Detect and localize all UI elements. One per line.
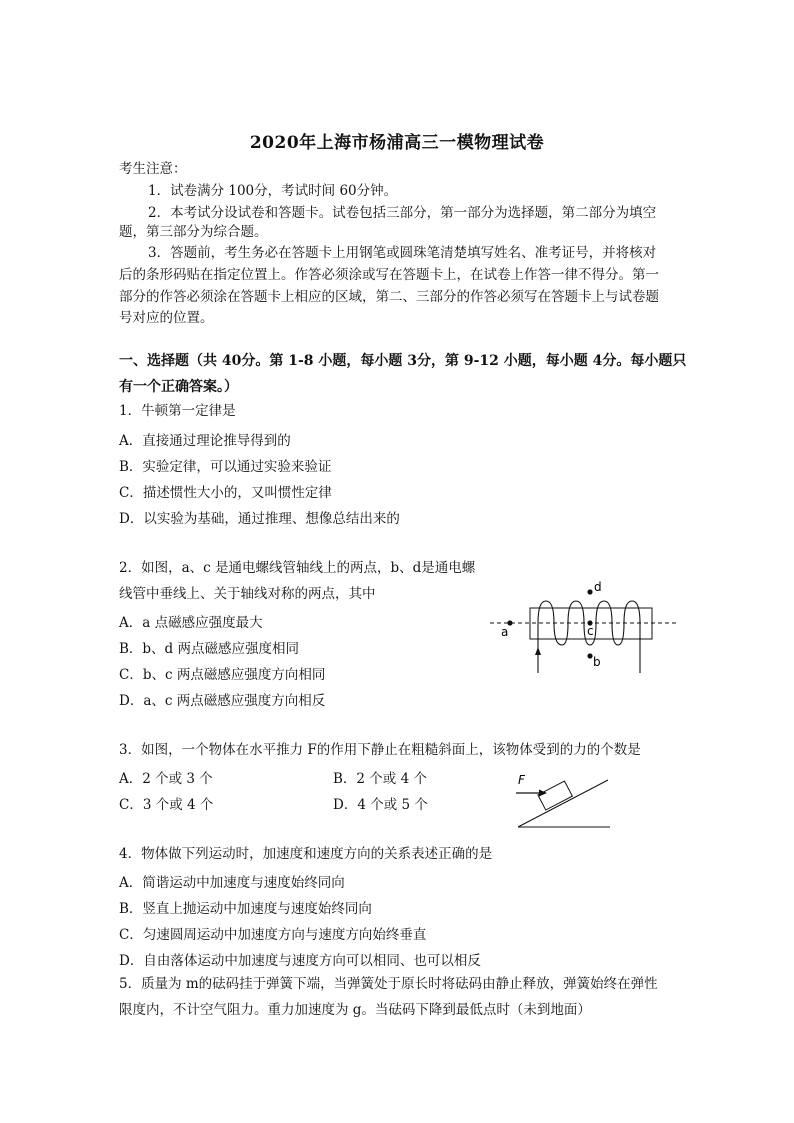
notice-item: 3．答题前，考生务必在答题卡上用钢笔或圆珠笔清楚填写姓名、准考证号，并将核对 (148, 245, 657, 261)
current-arrow-icon (535, 647, 541, 655)
q1-option-d: D．以实验为基础，通过推理、想像总结出来的 (119, 511, 400, 527)
q2-stem: 2．如图，a、c 是通电螺线管轴线上的两点，b、d是通电螺 (119, 560, 476, 576)
section-heading: 一、选择题（共 40分。第 1-8 小题，每小题 3分，第 9-12 小题，每小题 4分。每小题只 (119, 353, 687, 369)
q5-stem: 5．质量为 m的砝码挂于弹簧下端，当弹簧处于原长时将砝码由静止释放，弹簧始终在弹性 (119, 976, 658, 992)
q2-option-d: D．a、c 两点磁感应强度方向相反 (119, 693, 326, 709)
notice-item: 号对应的位置。 (119, 310, 214, 326)
point-d-label: d (594, 580, 602, 594)
notice-heading: 考生注意： (119, 161, 187, 177)
incline-figure (510, 768, 620, 832)
point-b-label: b (593, 655, 601, 669)
q3-option-c: C．3 个或 4 个 (119, 797, 214, 813)
point-b-dot (587, 653, 592, 658)
q3-option-d: D．4 个或 5 个 (333, 797, 428, 813)
q1-stem: 1．牛顿第一定律是 (119, 403, 236, 419)
block (538, 781, 572, 810)
point-d-dot (587, 589, 592, 594)
q4-option-c: C．匀速圆周运动中加速度方向与速度方向始终垂直 (119, 927, 427, 943)
section-heading-cont: 有一个正确答案。） (119, 379, 238, 395)
q3-option-b: B．2 个或 4 个 (333, 771, 427, 787)
q3-option-a: A．2 个或 3 个 (119, 771, 213, 787)
page-title: 2020年上海市杨浦高三一模物理试卷 (249, 133, 545, 153)
force-label: F (518, 773, 525, 787)
q2-option-b: B．b、d 两点磁感应强度相同 (119, 641, 299, 657)
q1-option-b: B．实验定律，可以通过实验来验证 (119, 459, 332, 475)
q3-stem: 3．如图，一个物体在水平推力 F的作用下静止在粗糙斜面上，该物体受到的力的个数是 (119, 742, 641, 758)
q1-option-a: A．直接通过理论推导得到的 (119, 433, 291, 449)
q2-stem-cont: 线管中垂线上、关于轴线对称的两点，其中 (119, 586, 376, 602)
q4-option-d: D．自由落体运动中加速度与速度方向可以相同、也可以相反 (119, 953, 481, 969)
q4-option-a: A．简谐运动中加速度与速度始终同向 (119, 875, 345, 891)
notice-item: 2．本考试分设试卷和答题卡。试卷包括三部分，第一部分为选择题，第二部分为填空 (148, 205, 657, 221)
q5-stem-cont: 限度内，不计空气阻力。重力加速度为 g。当砝码下降到最低点时（未到地面） (119, 1002, 591, 1018)
point-c-label: c (587, 624, 594, 638)
notice-item: 部分的作答必须涂在答题卡上相应的区域，第二、三部分的作答必须写在答题卡上与试卷题 (119, 289, 659, 305)
notice-item: 后的条形码贴在指定位置上。作答必须涂或写在答题卡上，在试卷上作答一律不得分。第一 (119, 267, 659, 283)
notice-item: 题，第三部分为综合题。 (119, 224, 268, 240)
q2-option-c: C．b、c 两点磁感应强度方向相同 (119, 667, 326, 683)
q4-stem: 4．物体做下列运动时，加速度和速度方向的关系表述正确的是 (119, 846, 493, 862)
q1-option-c: C．描述惯性大小的，又叫惯性定律 (119, 485, 332, 501)
q4-option-b: B．竖直上抛运动中加速度与速度始终同向 (119, 901, 372, 917)
point-a-label: a (501, 625, 509, 639)
notice-item: 1．试卷满分 100分，考试时间 60分钟。 (148, 183, 398, 199)
solenoid-figure (490, 575, 690, 685)
q2-option-a: A．a 点磁感应强度最大 (119, 615, 263, 631)
